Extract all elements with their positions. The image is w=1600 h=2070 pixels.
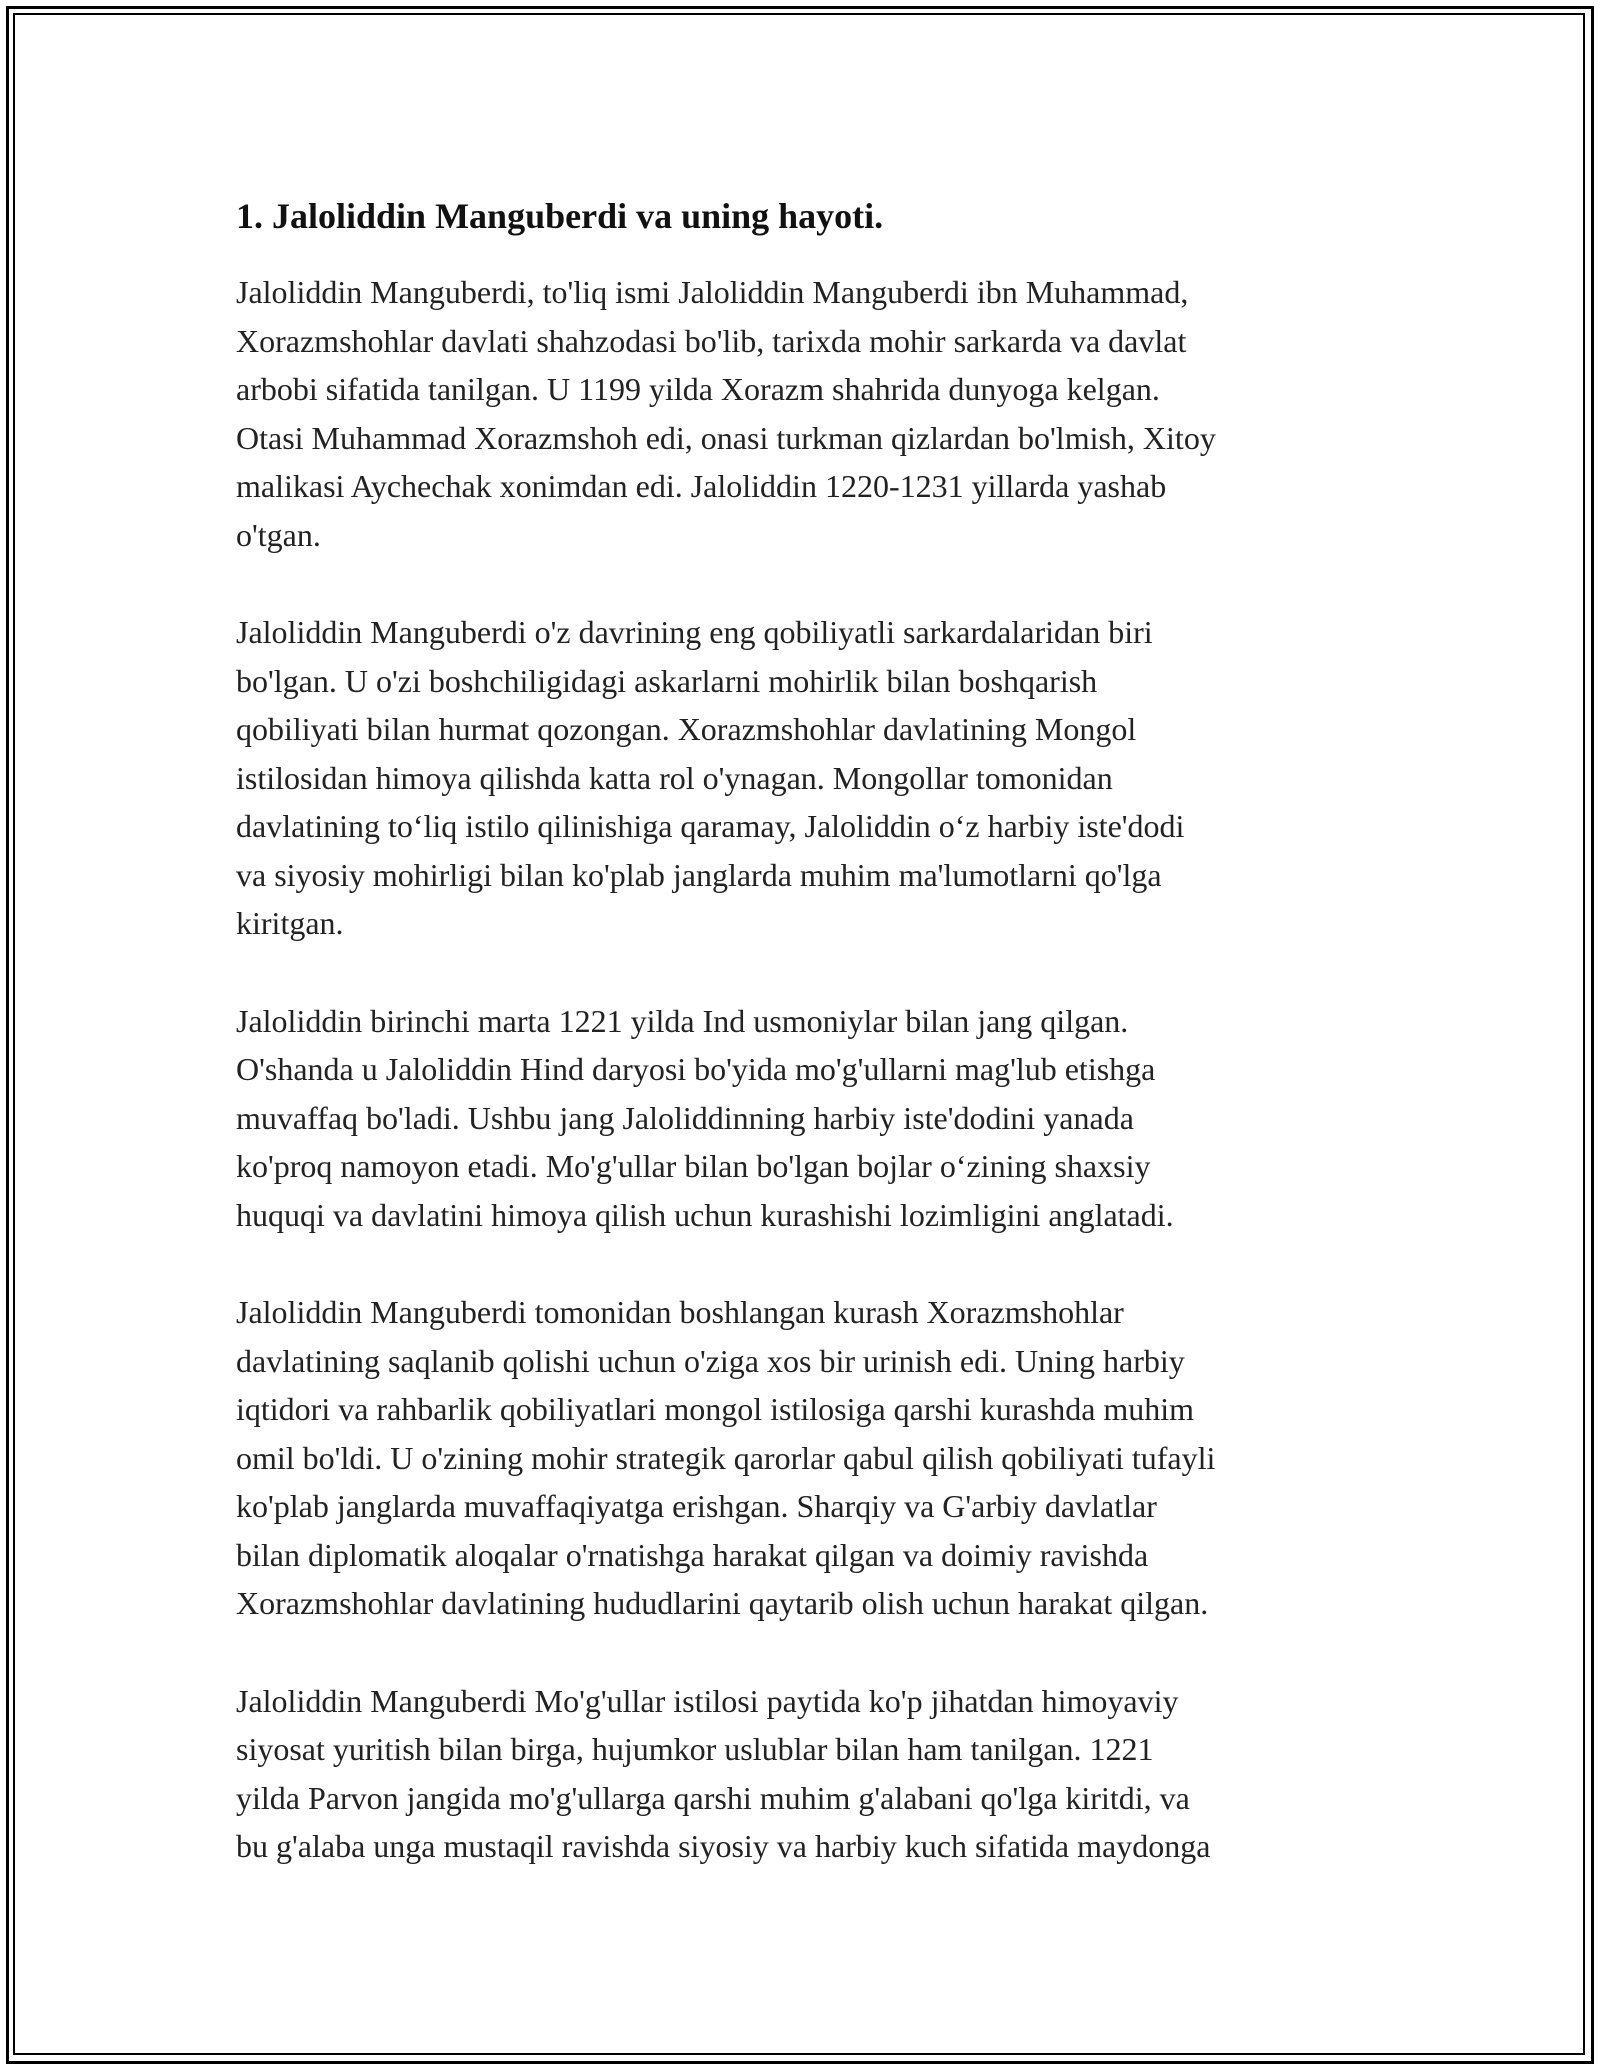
text-line: bilan diplomatik aloqalar o'rnatishga harakat qilgan va doimiy ravishda <box>236 1536 1149 1573</box>
section-heading: 1. Jaloliddin Manguberdi va uning hayoti. <box>236 196 884 236</box>
text-line: bu g'alaba unga mustaqil ravishda siyosiy va harbiy kuch sifatida maydonga <box>236 1828 1211 1864</box>
paragraph-4 <box>236 1288 1376 1628</box>
text-line: kiritgan. <box>236 905 344 941</box>
text-line: Jaloliddin Manguberdi Mo'g'ullar istilosi paytida ko'p jihatdan himoyaviy <box>236 1682 1179 1719</box>
text-line: Otasi Muhammad Xorazmshoh edi, onasi turkman qizlardan bo'lmish, Xitoy <box>236 419 1216 456</box>
text-line: Jaloliddin Manguberdi, to'liq ismi Jaloliddin Manguberdi ibn Muhammad, <box>236 274 1189 310</box>
document-body <box>236 190 1376 1920</box>
text-line: davlatining saqlanib qolishi uchun o'ziga xos bir urinish edi. Uning harbiy <box>236 1342 1185 1379</box>
text-line: ko'proq namoyon etadi. Mo'g'ullar bilan bo'lgan bojlar o‘zining shaxsiy <box>236 1148 1151 1184</box>
text-line: o'tgan. <box>236 516 321 553</box>
text-line: malikasi Aychechak xonimdan edi. Jaloliddin 1220-1231 yillarda yashab <box>236 468 1167 504</box>
paragraph-3 <box>236 997 1376 1240</box>
text-line: O'shanda u Jaloliddin Hind daryosi bo'yida mo'g'ullarni mag'lub etishga <box>236 1051 1156 1087</box>
text-line: huquqi va davlatini himoya qilish uchun kurashishi lozimligini anglatadi. <box>236 1196 1174 1233</box>
text-line: va siyosiy mohirligi bilan ko'plab janglarda muhim ma'lumotlarni qo'lga <box>236 856 1162 893</box>
text-line: Xorazmshohlar davlatining hududlarini qaytarib olish uchun harakat qilgan. <box>236 1585 1209 1621</box>
text-line: istilosidan himoya qilishda katta rol o'ynagan. Mongollar tomonidan <box>236 759 1113 796</box>
text-line: yilda Parvon jangida mo'g'ullarga qarshi muhim g'alabani qo'lga kiritdi, va <box>236 1779 1190 1816</box>
text-line: Xorazmshohlar davlati shahzodasi bo'lib, tarixda mohir sarkarda va davlat <box>236 322 1187 359</box>
text-line: siyosat yuritish bilan birga, hujumkor uslublar bilan ham tanilgan. 1221 <box>236 1731 1154 1767</box>
text-line: davlatining to‘liq istilo qilinishiga qaramay, Jaloliddin o‘z harbiy iste'dodi <box>236 808 1185 844</box>
paragraph-5 <box>236 1677 1376 1871</box>
text-line: bo'lgan. U o'zi boshchiligidagi askarlarni mohirlik bilan boshqarish <box>236 662 1098 699</box>
text-line: Jaloliddin birinchi marta 1221 yilda Ind usmoniylar bilan jang qilgan. <box>236 1002 1129 1039</box>
text-line: omil bo'ldi. U o'zining mohir strategik qarorlar qabul qilish qobiliyati tufayli <box>236 1439 1216 1476</box>
text-line: qobiliyati bilan hurmat qozongan. Xorazmshohlar davlatining Mongol <box>236 711 1137 747</box>
text-line: iqtidori va rahbarlik qobiliyatlari mongol istilosiga qarshi kurashda muhim <box>236 1391 1195 1427</box>
text-line: Jaloliddin Manguberdi tomonidan boshlangan kurash Xorazmshohlar <box>236 1294 1124 1330</box>
text-line: arbobi sifatida tanilgan. U 1199 yilda Xorazm shahrida dunyoga kelgan. <box>236 371 1160 407</box>
paragraph-2 <box>236 608 1376 948</box>
text-line: ko'plab janglarda muvaffaqiyatga erishgan. Sharqiy va G'arbiy davlatlar <box>236 1488 1157 1524</box>
text-line: muvaffaq bo'ladi. Ushbu jang Jaloliddinning harbiy iste'dodini yanada <box>236 1099 1134 1136</box>
paragraph-1 <box>236 268 1376 559</box>
text-line: Jaloliddin Manguberdi o'z davrining eng qobiliyatli sarkardalaridan biri <box>236 614 1153 650</box>
